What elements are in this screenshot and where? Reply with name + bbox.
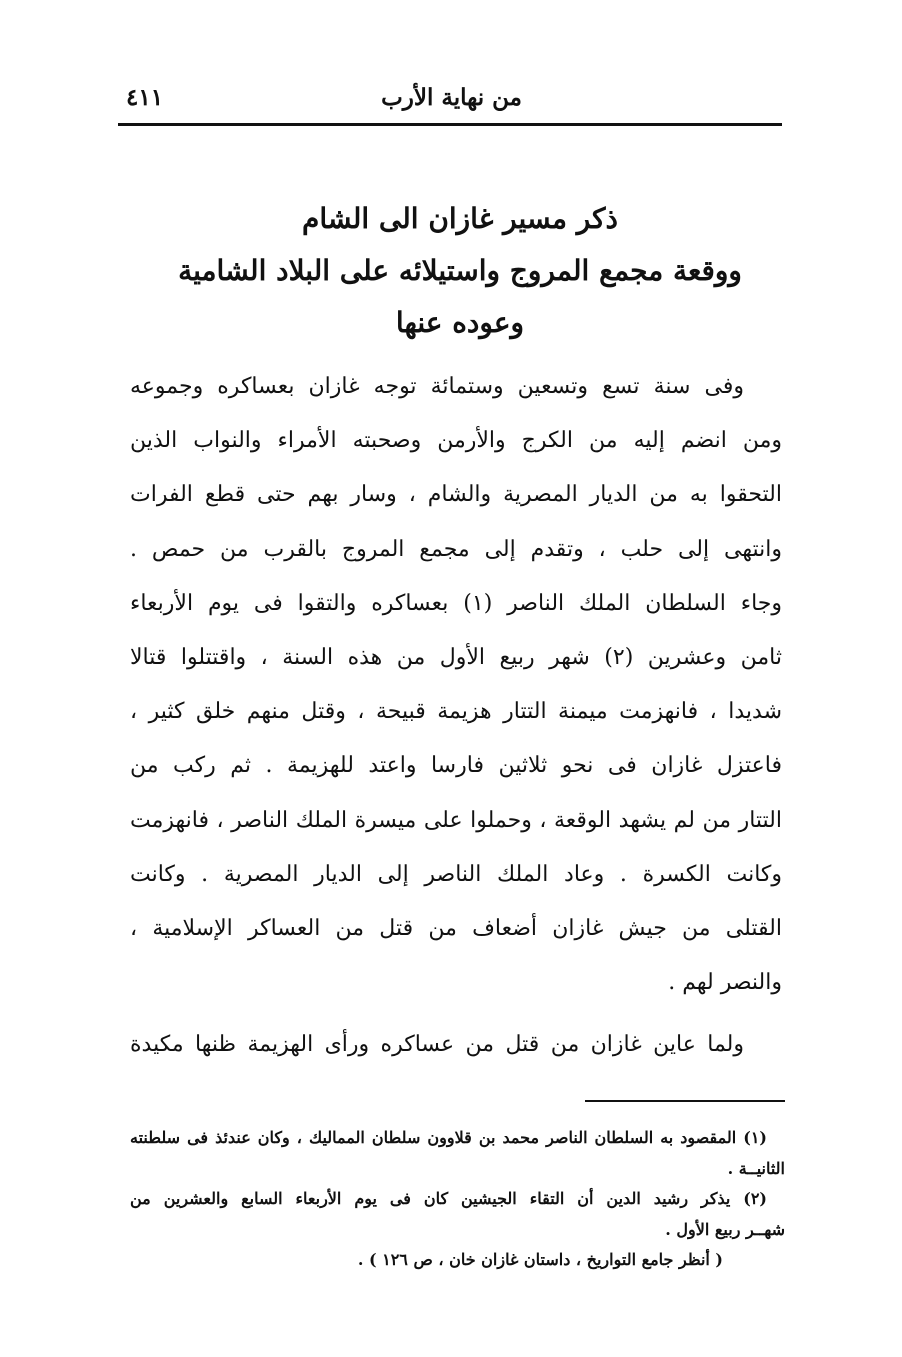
body-line: شديدا ، فانهزمت ميمنة التتار هزيمة قبيحة ، وقتل منهم خلق كثير ، <box>130 699 782 725</box>
page-number: ٤١١ <box>126 84 164 111</box>
body-line: التتار من لم يشهد الوقعة ، وحملوا على ميسرة الملك الناصر ، فانهزمت <box>130 807 782 833</box>
chapter-title-line: ووقعة مجمع المروج واستيلائه على البلاد الشامية <box>178 254 742 287</box>
footnote-line: الثانيــة . <box>727 1158 785 1178</box>
body-line: وجاء السلطان الملك الناصر (١) بعساكره والتقوا فى يوم الأربعاء <box>130 590 782 616</box>
body-line: ثامن وعشرين (٢) شهر ربيع الأول من هذه السنة ، واقتتلوا قتالا <box>130 644 782 670</box>
footnote-line: (١) المقصود به السلطان الناصر محمد بن قلاوون سلطان المماليك ، وكان عندئذ فى سلطنته <box>130 1128 767 1147</box>
footnote-rule <box>585 1100 785 1102</box>
body-text <box>130 360 782 1072</box>
footnote-line: ( أنظر جامع التواريخ ، داستان غازان خان ، ص ١٢٦ ) . <box>357 1250 723 1269</box>
running-header <box>118 78 780 118</box>
body-line: القتلى من جيش غازان أضعاف من قتل من العساكر الإسلامية ، <box>130 915 782 941</box>
body-line: ولما عاين غازان من قتل من عساكره ورأى الهزيمة ظنها مكيدة <box>130 1032 744 1058</box>
body-line: وكانت الكسرة . وعاد الملك الناصر إلى الديار المصرية . وكانت <box>130 861 782 887</box>
body-line: ومن انضم إليه من الكرج والأرمن وصحبته الأمراء والنواب الذين <box>130 428 782 454</box>
body-line: وفى سنة تسع وتسعين وستمائة توجه غازان بعساكره وجموعه <box>130 374 744 399</box>
chapter-title-line: وعوده عنها <box>395 306 525 339</box>
footnotes <box>130 1123 785 1276</box>
running-title: من نهاية الأرب <box>381 84 522 111</box>
footnote-line: (٢) يذكر رشيد الدين أن التقاء الجيشين كان فى يوم الأربعاء السابع والعشرين من <box>130 1189 767 1208</box>
body-line: والنصر لهم . <box>668 970 782 996</box>
body-line: التحقوا به من الديار المصرية والشام ، وسار بهم حتى قطع الفرات <box>130 482 782 508</box>
body-line: وانتهى إلى حلب ، وتقدم إلى مجمع المروج بالقرب من حمص . <box>130 536 782 562</box>
footnote-line: شهــر ربيع الأول . <box>665 1219 785 1239</box>
chapter-title <box>150 193 770 349</box>
header-rule <box>118 123 782 126</box>
body-line: فاعتزل غازان فى نحو ثلاثين فارسا واعتد للهزيمة . ثم ركب من <box>130 753 782 779</box>
chapter-title-line: ذكر مسير غازان الى الشام <box>302 202 618 235</box>
